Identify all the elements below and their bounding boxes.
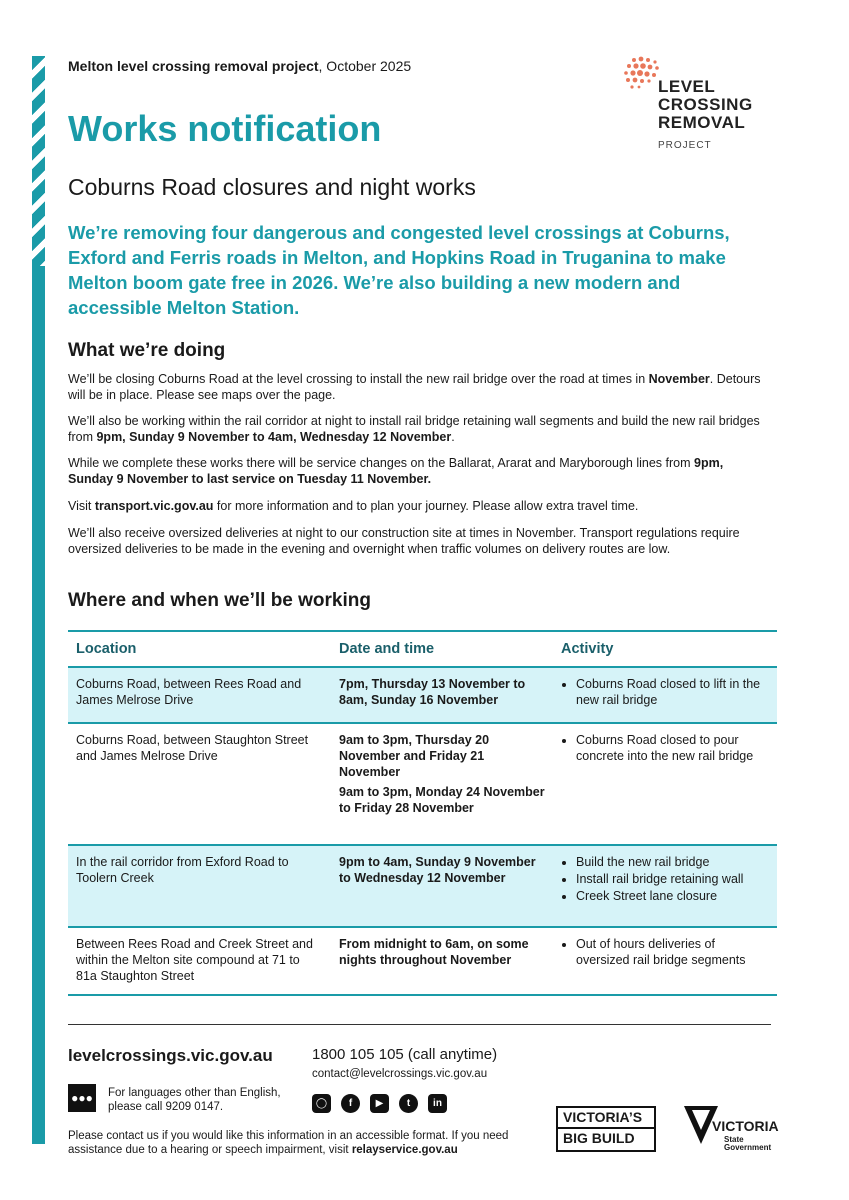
row-date-1: From midnight to 6am, on some nights throughout November	[339, 937, 529, 967]
state-government-label	[724, 1136, 771, 1152]
table-row	[68, 927, 777, 995]
footer-divider	[68, 1024, 771, 1025]
row-date-1: 7pm, Thursday 13 November to 8am, Sunday 16 November	[339, 677, 526, 707]
activity-item: • Build the new rail bridge	[576, 854, 769, 870]
row-activity	[553, 667, 777, 723]
activity-item: • Install rail bridge retaining wall	[576, 871, 769, 887]
row-location: Coburns Road, between Staughton Street and James Melrose Drive	[68, 723, 331, 845]
row-date-2: 9am to 3pm, Monday 24 November to Friday 28 November	[339, 785, 545, 815]
p2-c: .	[451, 429, 455, 444]
activity-item: • Creek Street lane closure	[576, 888, 769, 904]
header-line	[68, 58, 411, 74]
table-row	[68, 667, 777, 723]
logo-wordmark	[658, 78, 753, 132]
activity-item: • Coburns Road closed to pour concrete into the new rail bridge	[576, 732, 769, 764]
twitter-icon[interactable]: t	[399, 1094, 418, 1113]
row-date	[331, 723, 553, 845]
works-schedule-table	[68, 630, 777, 996]
side-accent-stripes	[32, 56, 45, 266]
victorias-big-build-logo	[556, 1106, 656, 1152]
logo-line-2: CROSSING	[658, 95, 753, 114]
p4-a: Visit	[68, 499, 95, 513]
what-paragraph-1	[68, 372, 768, 403]
language-icon: ●●●	[68, 1084, 96, 1112]
activity-item: • Out of hours deliveries of oversized rail bridge segments	[576, 936, 769, 968]
what-paragraph-5: We’ll also receive oversized deliveries at night to our construction site at times in November. Transport regulations require oversized deliveries to be made in the evening and overnight when traffic volumes on delivery routes are low.	[68, 526, 740, 556]
government-label: Government	[724, 1143, 772, 1152]
p4-c: for more information and to plan your journey. Please allow extra travel time.	[213, 499, 639, 513]
what-heading: What we’re doing	[68, 340, 226, 361]
linkedin-icon[interactable]: in	[428, 1094, 447, 1113]
p2-b: 9pm, Sunday 9 November to 4am, Wednesday 12 November	[96, 429, 452, 444]
logo-sub: PROJECT	[658, 140, 712, 151]
intro-text: We’re removing four dangerous and congested level crossings at Coburns, Exford and Ferris roads in Melton, and Hopkins Road in Truganina to make Melton boom gate free in 2026. We’re also building a new modern and accessible Melton Station.	[68, 222, 730, 318]
row-date	[331, 927, 553, 995]
p2-a: We’ll also be working within the rail corridor at night to install rail bridge retaining wall segments and build the new rail bridges from	[68, 414, 760, 444]
note-text: Please contact us if you would like this information in an accessible format. If you need assistance due to a hearing or speech impairment, visit	[68, 1130, 509, 1156]
activity-item: • Coburns Road closed to lift in the new rail bridge	[576, 676, 769, 708]
relay-service-link[interactable]: relayservice.gov.au	[351, 1144, 458, 1156]
row-activity	[553, 845, 777, 927]
page-title: Works notification	[68, 108, 382, 149]
column-header-date: Date and time	[331, 631, 553, 667]
row-location: Coburns Road, between Rees Road and James Melrose Drive	[68, 667, 331, 723]
p3-b: 9pm, Sunday 9 November to last service on Tuesday 11 November.	[68, 456, 724, 486]
row-date-1: 9pm to 4am, Sunday 9 November to Wednesday 12 November	[339, 855, 536, 885]
column-header-location: Location	[68, 631, 331, 667]
table-row	[68, 723, 777, 845]
row-location: Between Rees Road and Creek Street and within the Melton site compound at 71 to 81a Staughton Street	[68, 927, 331, 995]
website-link[interactable]: levelcrossings.vic.gov.au	[68, 1046, 273, 1065]
vbb-line-2: BIG BUILD	[558, 1127, 654, 1147]
vbb-line-1: VICTORIA’S	[563, 1109, 643, 1125]
what-paragraph-4	[68, 499, 768, 515]
logo-line-1: LEVEL	[658, 77, 716, 96]
row-date	[331, 667, 553, 723]
languages-text: For languages other than English, please call 9209 0147.	[108, 1087, 281, 1113]
state-label: State	[724, 1135, 744, 1144]
header-date: , October 2025	[318, 58, 412, 74]
row-date	[331, 845, 553, 927]
page-subtitle: Coburns Road closures and night works	[68, 174, 476, 200]
email-link[interactable]: contact@levelcrossings.vic.gov.au	[312, 1068, 488, 1080]
instagram-icon[interactable]: ◯	[312, 1094, 331, 1113]
row-activity	[553, 723, 777, 845]
what-paragraph-3	[68, 456, 768, 487]
p3-a: While we complete these works there will be service changes on the Ballarat, Ararat and Maryborough lines from	[68, 456, 694, 470]
row-location: In the rail corridor from Exford Road to Toolern Creek	[68, 845, 331, 927]
p4-link[interactable]: transport.vic.gov.au	[94, 499, 214, 513]
accessibility-note	[68, 1129, 528, 1157]
where-heading: Where and when we’ll be working	[68, 590, 371, 611]
victoria-state-government-logo	[684, 1104, 779, 1154]
facebook-icon[interactable]: f	[341, 1094, 360, 1113]
row-activity	[553, 927, 777, 995]
p1-b: November	[648, 372, 710, 386]
youtube-icon[interactable]: ▶	[370, 1094, 389, 1113]
table-header-row	[68, 631, 777, 667]
p1-c: . Detours will be in place. Please see maps over the page.	[68, 372, 761, 402]
what-paragraph-2	[68, 414, 768, 445]
p1-a: We’ll be closing Coburns Road at the level crossing to install the new rail bridge over the road at times in	[68, 372, 649, 386]
row-date-1: 9am to 3pm, Thursday 20 November and Friday 21 November	[339, 733, 490, 779]
phone-number[interactable]: 1800 105 105 (call anytime)	[312, 1046, 498, 1063]
victoria-wordmark: VICTORIA	[712, 1118, 779, 1134]
logo-line-3: REMOVAL	[658, 113, 746, 132]
table-row	[68, 845, 777, 927]
column-header-activity: Activity	[553, 631, 777, 667]
social-links	[312, 1094, 447, 1113]
level-crossing-removal-logo	[620, 50, 770, 154]
project-name: Melton level crossing removal project	[68, 58, 319, 74]
